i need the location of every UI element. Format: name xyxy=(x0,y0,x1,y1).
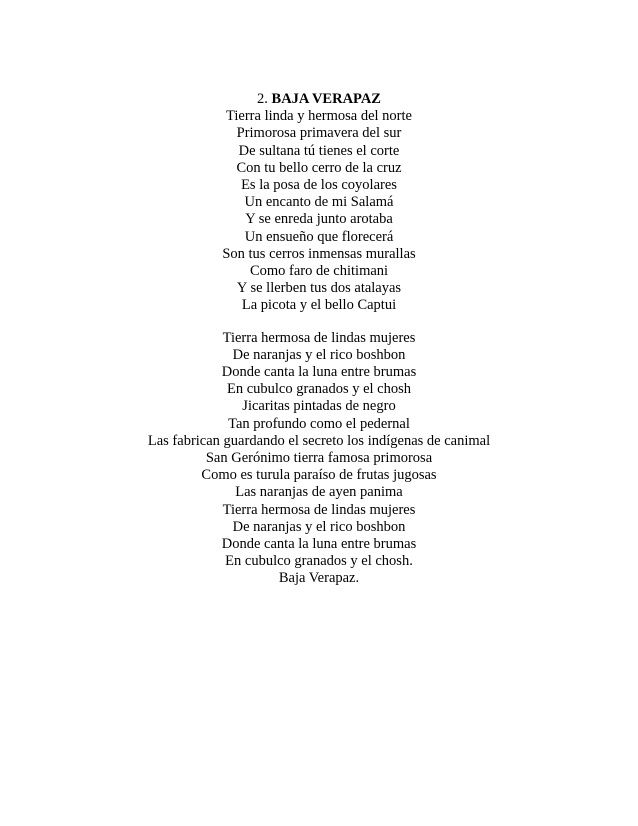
poem-line: Tan profundo como el pedernal xyxy=(228,415,410,432)
poem-line: Las fabrican guardando el secreto los indígenas de canimal xyxy=(147,432,491,449)
poem-line: Jicaritas pintadas de negro xyxy=(242,398,396,415)
poem-line: Un ensueño que florecerá xyxy=(244,228,394,245)
poem-line: Tierra hermosa de lindas mujeres xyxy=(222,329,416,346)
poem-line: Las naranjas de ayen panima xyxy=(235,484,403,501)
poem-line: De naranjas y el rico boshbon xyxy=(232,518,406,535)
poem-line: Y se llerben tus dos atalayas xyxy=(236,280,402,297)
poem-line: Son tus cerros inmensas murallas xyxy=(222,245,416,262)
poem-line: En cubulco granados y el chosh. xyxy=(225,553,413,570)
poem-line: Donde canta la luna entre brumas xyxy=(221,536,417,553)
poem-line: Con tu bello cerro de la cruz xyxy=(236,159,402,176)
stanza-2 xyxy=(0,330,638,588)
poem-line: San Gerónimo tierra famosa primorosa xyxy=(205,450,433,467)
poem-line: Como es turula paraíso de frutas jugosas xyxy=(201,467,437,484)
poem-line: Primorosa primavera del sur xyxy=(236,125,402,142)
poem-line: Tierra linda y hermosa del norte xyxy=(226,108,412,125)
poem-line: En cubulco granados y el chosh xyxy=(226,381,412,398)
poem xyxy=(0,91,638,588)
poem-title xyxy=(0,91,638,108)
stanza-1 xyxy=(0,108,638,314)
poem-line: Baja Verapaz. xyxy=(278,570,360,587)
poem-line: Y se enreda junto arotaba xyxy=(245,211,393,228)
poem-line: Es la posa de los coyolares xyxy=(241,177,397,194)
poem-line: De naranjas y el rico boshbon xyxy=(232,346,406,363)
title-text: BAJA VERAPAZ xyxy=(271,91,381,107)
poem-line: Tierra hermosa de lindas mujeres xyxy=(222,501,416,518)
poem-line: De sultana tú tienes el corte xyxy=(238,142,400,159)
poem-line: Donde canta la luna entre brumas xyxy=(221,364,417,381)
poem-line: Un encanto de mi Salamá xyxy=(244,194,394,211)
poem-line: Como faro de chitimani xyxy=(249,263,389,280)
title-number: 2. xyxy=(257,91,268,107)
poem-line: La picota y el bello Captui xyxy=(241,297,397,314)
